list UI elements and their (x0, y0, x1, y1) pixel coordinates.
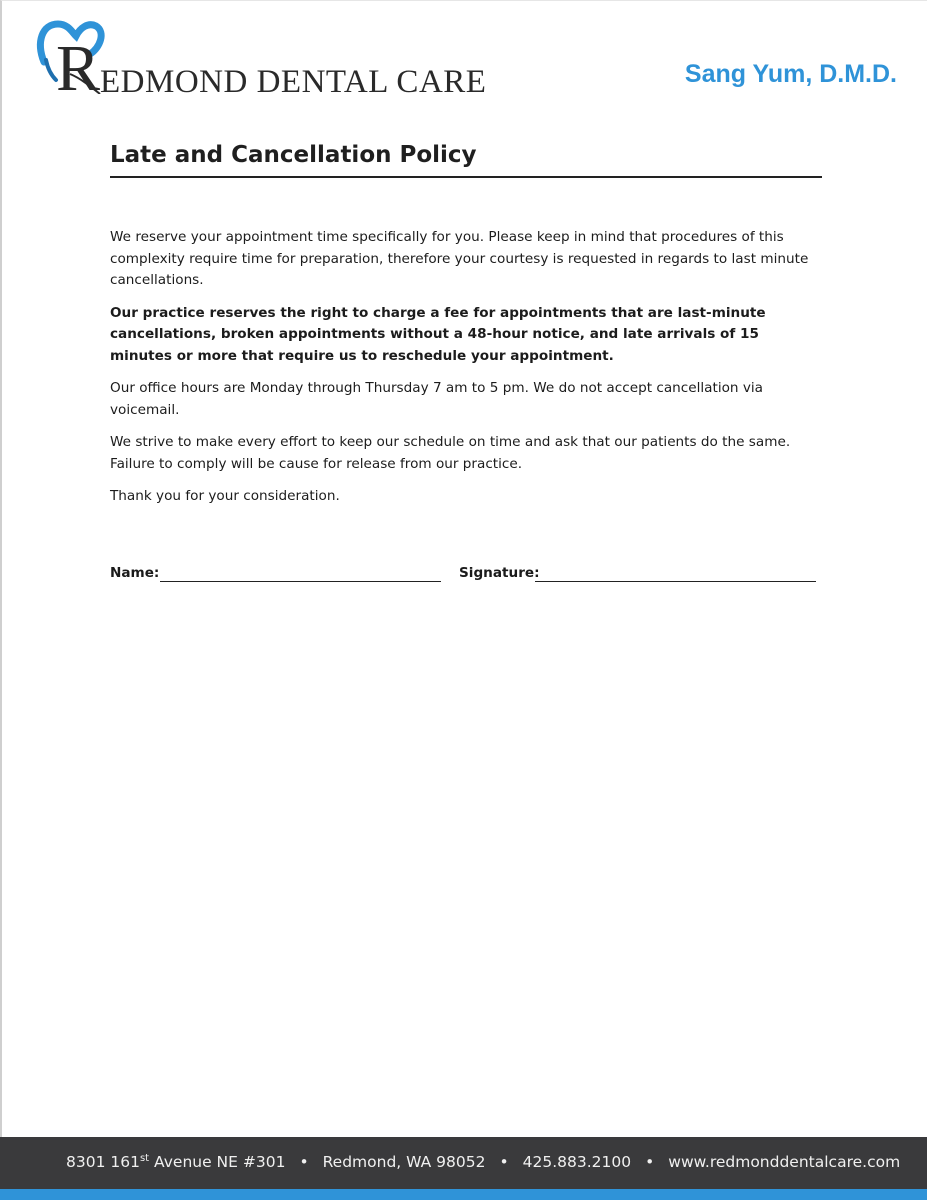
bullet-separator: • (499, 1153, 509, 1171)
contact-line (66, 1153, 900, 1171)
policy-paragraph-1: We reserve your appointment time specifically for you. Please keep in mind that procedures of this complexity require time for preparation, therefore your courtesy is requested in regards to last minute cancellations. (110, 229, 809, 288)
signature-form (110, 565, 820, 589)
policy-paragraph-thanks: Thank you for your consideration. (110, 488, 340, 504)
practice-name: EDMOND DENTAL CARE (100, 64, 487, 100)
bullet-separator: • (299, 1153, 309, 1171)
practice-logo (34, 14, 494, 100)
document-title: Late and Cancellation Policy (110, 142, 822, 178)
logo-initial: R (56, 32, 101, 94)
signature-label: Signature: (459, 565, 540, 581)
city-state-zip: Redmond, WA 98052 (322, 1153, 486, 1171)
policy-body (110, 227, 820, 519)
phone-number: 425.883.2100 (522, 1153, 632, 1171)
name-label: Name: (110, 565, 160, 581)
footer-accent-stripe (0, 1189, 927, 1200)
letterhead (0, 0, 927, 110)
signature-field[interactable] (535, 581, 816, 582)
policy-paragraph-hours: Our office hours are Monday through Thursday 7 am to 5 pm. We do not accept cancellation via voicemail. (110, 380, 764, 418)
name-field[interactable] (160, 581, 441, 582)
bullet-separator: • (645, 1153, 655, 1171)
policy-paragraph-schedule: We strive to make every effort to keep our schedule on time and ask that our patients do the same. Failure to comply will be cause for release from our practice. (110, 434, 791, 472)
website-link[interactable]: www.redmonddentalcare.com (668, 1153, 901, 1171)
doctor-name: Sang Yum, D.M.D. (684, 60, 897, 88)
letterhead-footer (0, 1137, 927, 1189)
street-address: 8301 161st Avenue NE #301 (66, 1153, 286, 1171)
policy-paragraph-fee: Our practice reserves the right to charge a fee for appointments that are last-minute cancellations, broken appointments without a 48-hour notice, and late arrivals of 15 minutes or more that require us to reschedule your appointment. (110, 304, 766, 364)
